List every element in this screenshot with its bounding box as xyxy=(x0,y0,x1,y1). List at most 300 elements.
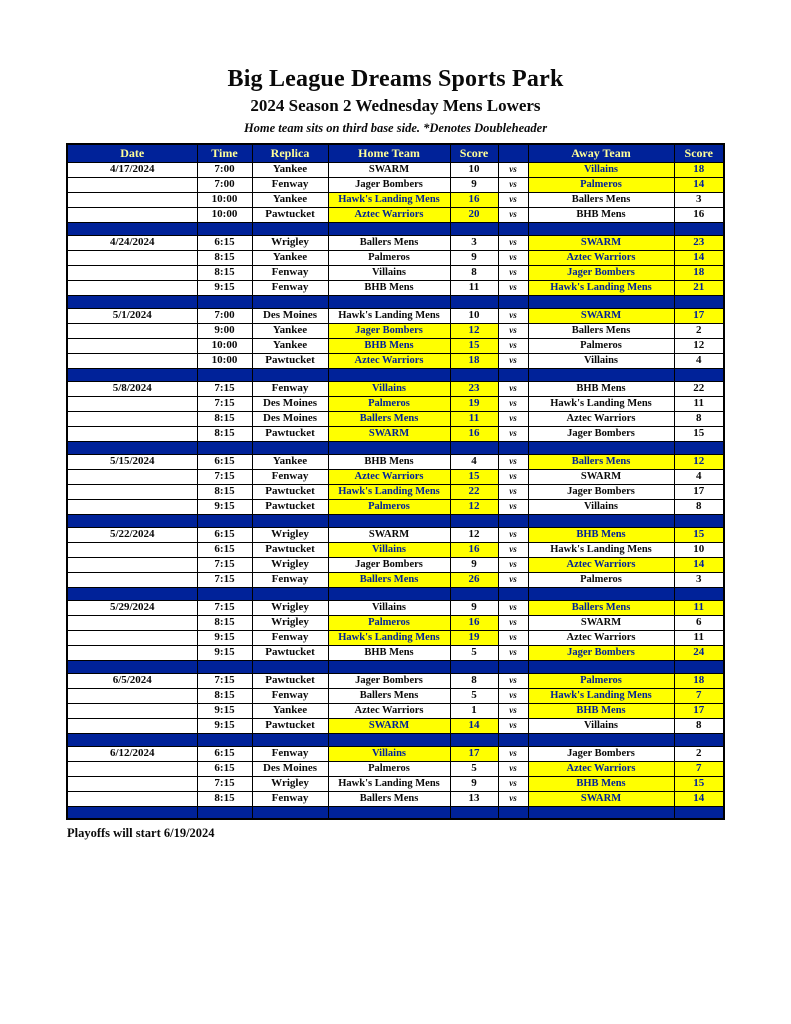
away-score-cell: 16 xyxy=(674,207,724,222)
away-team-cell: Jager Bombers xyxy=(528,426,674,441)
replica-cell: Fenway xyxy=(252,469,328,484)
time-cell: 9:15 xyxy=(197,630,252,645)
separator-cell xyxy=(674,222,724,235)
home-score-cell: 8 xyxy=(450,673,498,688)
separator-cell xyxy=(197,295,252,308)
time-cell: 7:15 xyxy=(197,600,252,615)
column-header-replica: Replica xyxy=(252,144,328,162)
home-team-cell: Palmeros xyxy=(328,761,450,776)
away-score-cell: 23 xyxy=(674,235,724,250)
separator-cell xyxy=(498,368,528,381)
vs-cell: vs xyxy=(498,177,528,192)
separator-cell xyxy=(528,295,674,308)
home-score-cell: 16 xyxy=(450,192,498,207)
column-header-date: Date xyxy=(67,144,197,162)
home-score-cell: 3 xyxy=(450,235,498,250)
home-score-cell: 9 xyxy=(450,557,498,572)
separator-cell xyxy=(450,368,498,381)
home-team-cell: Ballers Mens xyxy=(328,688,450,703)
game-row xyxy=(67,280,724,295)
separator-cell xyxy=(528,733,674,746)
replica-cell: Yankee xyxy=(252,323,328,338)
separator-cell xyxy=(674,806,724,819)
separator-cell xyxy=(328,587,450,600)
home-score-cell: 9 xyxy=(450,600,498,615)
game-row xyxy=(67,250,724,265)
replica-cell: Yankee xyxy=(252,192,328,207)
vs-cell: vs xyxy=(498,630,528,645)
home-score-cell: 15 xyxy=(450,338,498,353)
separator-cell xyxy=(252,514,328,527)
time-cell: 9:15 xyxy=(197,280,252,295)
replica-cell: Fenway xyxy=(252,746,328,761)
separator-cell xyxy=(450,514,498,527)
game-row xyxy=(67,527,724,542)
home-team-cell: SWARM xyxy=(328,718,450,733)
away-team-cell: BHB Mens xyxy=(528,776,674,791)
separator-cell xyxy=(498,514,528,527)
separator-cell xyxy=(328,733,450,746)
away-score-cell: 17 xyxy=(674,308,724,323)
game-row xyxy=(67,600,724,615)
home-score-cell: 12 xyxy=(450,499,498,514)
date-cell xyxy=(67,645,197,660)
date-cell xyxy=(67,280,197,295)
away-team-cell: Villains xyxy=(528,718,674,733)
replica-cell: Fenway xyxy=(252,630,328,645)
separator-cell xyxy=(197,587,252,600)
vs-cell: vs xyxy=(498,718,528,733)
home-score-cell: 9 xyxy=(450,250,498,265)
time-cell: 7:00 xyxy=(197,177,252,192)
away-score-cell: 14 xyxy=(674,557,724,572)
home-team-cell: Hawk's Landing Mens xyxy=(328,630,450,645)
home-team-cell: Villains xyxy=(328,381,450,396)
replica-cell: Fenway xyxy=(252,572,328,587)
away-score-cell: 8 xyxy=(674,411,724,426)
home-score-cell: 4 xyxy=(450,454,498,469)
game-row xyxy=(67,718,724,733)
separator-cell xyxy=(67,587,197,600)
game-row xyxy=(67,746,724,761)
away-team-cell: Jager Bombers xyxy=(528,265,674,280)
vs-cell: vs xyxy=(498,746,528,761)
home-team-cell: Jager Bombers xyxy=(328,557,450,572)
game-row xyxy=(67,615,724,630)
vs-cell: vs xyxy=(498,250,528,265)
away-score-cell: 22 xyxy=(674,381,724,396)
away-score-cell: 3 xyxy=(674,572,724,587)
date-cell xyxy=(67,688,197,703)
away-score-cell: 17 xyxy=(674,703,724,718)
vs-cell: vs xyxy=(498,454,528,469)
replica-cell: Pawtucket xyxy=(252,426,328,441)
replica-cell: Fenway xyxy=(252,381,328,396)
vs-cell: vs xyxy=(498,280,528,295)
replica-cell: Des Moines xyxy=(252,761,328,776)
home-team-cell: Hawk's Landing Mens xyxy=(328,776,450,791)
replica-cell: Wrigley xyxy=(252,600,328,615)
separator-cell xyxy=(498,660,528,673)
away-team-cell: Aztec Warriors xyxy=(528,250,674,265)
away-team-cell: Ballers Mens xyxy=(528,323,674,338)
replica-cell: Wrigley xyxy=(252,557,328,572)
week-separator-row xyxy=(67,514,724,527)
separator-cell xyxy=(328,368,450,381)
date-cell xyxy=(67,323,197,338)
separator-cell xyxy=(528,368,674,381)
date-cell xyxy=(67,207,197,222)
time-cell: 8:15 xyxy=(197,250,252,265)
away-score-cell: 18 xyxy=(674,162,724,177)
away-team-cell: Ballers Mens xyxy=(528,454,674,469)
replica-cell: Yankee xyxy=(252,338,328,353)
home-team-cell: BHB Mens xyxy=(328,280,450,295)
separator-cell xyxy=(197,368,252,381)
separator-cell xyxy=(197,733,252,746)
home-team-cell: Villains xyxy=(328,265,450,280)
home-score-cell: 18 xyxy=(450,353,498,368)
date-cell xyxy=(67,703,197,718)
date-cell: 5/1/2024 xyxy=(67,308,197,323)
time-cell: 7:15 xyxy=(197,572,252,587)
time-cell: 6:15 xyxy=(197,454,252,469)
vs-cell: vs xyxy=(498,615,528,630)
home-score-cell: 19 xyxy=(450,396,498,411)
away-team-cell: SWARM xyxy=(528,235,674,250)
home-team-cell: SWARM xyxy=(328,162,450,177)
vs-cell: vs xyxy=(498,645,528,660)
date-cell xyxy=(67,630,197,645)
separator-cell xyxy=(450,295,498,308)
vs-cell: vs xyxy=(498,527,528,542)
game-row xyxy=(67,308,724,323)
home-score-cell: 9 xyxy=(450,177,498,192)
game-row xyxy=(67,791,724,806)
date-cell xyxy=(67,761,197,776)
home-team-cell: Aztec Warriors xyxy=(328,469,450,484)
away-team-cell: Palmeros xyxy=(528,572,674,587)
time-cell: 8:15 xyxy=(197,484,252,499)
time-cell: 7:00 xyxy=(197,308,252,323)
home-team-cell: Aztec Warriors xyxy=(328,207,450,222)
vs-cell: vs xyxy=(498,323,528,338)
time-cell: 9:15 xyxy=(197,645,252,660)
home-score-cell: 5 xyxy=(450,645,498,660)
time-cell: 8:15 xyxy=(197,688,252,703)
date-cell xyxy=(67,469,197,484)
game-row xyxy=(67,323,724,338)
vs-cell: vs xyxy=(498,557,528,572)
home-team-cell: Aztec Warriors xyxy=(328,353,450,368)
away-score-cell: 17 xyxy=(674,484,724,499)
separator-cell xyxy=(67,295,197,308)
week-separator-row xyxy=(67,441,724,454)
replica-cell: Yankee xyxy=(252,703,328,718)
away-team-cell: BHB Mens xyxy=(528,527,674,542)
separator-cell xyxy=(450,441,498,454)
vs-cell: vs xyxy=(498,688,528,703)
separator-cell xyxy=(450,222,498,235)
time-cell: 7:15 xyxy=(197,469,252,484)
replica-cell: Wrigley xyxy=(252,615,328,630)
away-team-cell: Aztec Warriors xyxy=(528,411,674,426)
date-cell xyxy=(67,426,197,441)
away-score-cell: 24 xyxy=(674,645,724,660)
date-cell xyxy=(67,192,197,207)
away-score-cell: 8 xyxy=(674,499,724,514)
replica-cell: Fenway xyxy=(252,265,328,280)
separator-cell xyxy=(252,441,328,454)
week-separator-row xyxy=(67,660,724,673)
date-cell: 5/29/2024 xyxy=(67,600,197,615)
separator-cell xyxy=(528,514,674,527)
away-score-cell: 3 xyxy=(674,192,724,207)
home-score-cell: 17 xyxy=(450,746,498,761)
replica-cell: Fenway xyxy=(252,791,328,806)
away-team-cell: Palmeros xyxy=(528,177,674,192)
away-score-cell: 8 xyxy=(674,718,724,733)
home-team-cell: Ballers Mens xyxy=(328,791,450,806)
replica-cell: Pawtucket xyxy=(252,484,328,499)
replica-cell: Fenway xyxy=(252,688,328,703)
home-team-cell: Jager Bombers xyxy=(328,323,450,338)
separator-cell xyxy=(674,295,724,308)
vs-cell: vs xyxy=(498,499,528,514)
game-row xyxy=(67,645,724,660)
week-separator-row xyxy=(67,368,724,381)
game-row xyxy=(67,673,724,688)
separator-cell xyxy=(450,733,498,746)
home-score-cell: 15 xyxy=(450,469,498,484)
away-score-cell: 14 xyxy=(674,177,724,192)
time-cell: 8:15 xyxy=(197,265,252,280)
home-score-cell: 8 xyxy=(450,265,498,280)
home-team-cell: Palmeros xyxy=(328,250,450,265)
away-team-cell: SWARM xyxy=(528,469,674,484)
away-score-cell: 7 xyxy=(674,688,724,703)
away-score-cell: 11 xyxy=(674,630,724,645)
vs-cell: vs xyxy=(498,600,528,615)
replica-cell: Wrigley xyxy=(252,776,328,791)
away-team-cell: Aztec Warriors xyxy=(528,761,674,776)
home-team-cell: Aztec Warriors xyxy=(328,703,450,718)
time-cell: 8:15 xyxy=(197,791,252,806)
date-cell xyxy=(67,353,197,368)
separator-cell xyxy=(498,441,528,454)
date-cell: 6/12/2024 xyxy=(67,746,197,761)
date-cell: 6/5/2024 xyxy=(67,673,197,688)
page-title: Big League Dreams Sports Park xyxy=(227,66,564,92)
home-score-cell: 11 xyxy=(450,411,498,426)
separator-cell xyxy=(197,222,252,235)
away-score-cell: 4 xyxy=(674,353,724,368)
vs-cell: vs xyxy=(498,572,528,587)
date-cell xyxy=(67,499,197,514)
replica-cell: Pawtucket xyxy=(252,542,328,557)
home-score-cell: 22 xyxy=(450,484,498,499)
game-row xyxy=(67,265,724,280)
vs-cell: vs xyxy=(498,426,528,441)
date-cell xyxy=(67,177,197,192)
away-score-cell: 10 xyxy=(674,542,724,557)
separator-cell xyxy=(328,222,450,235)
vs-cell: vs xyxy=(498,338,528,353)
game-row xyxy=(67,572,724,587)
separator-cell xyxy=(67,222,197,235)
replica-cell: Wrigley xyxy=(252,527,328,542)
game-row xyxy=(67,557,724,572)
column-header-home-team: Home Team xyxy=(328,144,450,162)
time-cell: 10:00 xyxy=(197,338,252,353)
game-row xyxy=(67,162,724,177)
date-cell xyxy=(67,791,197,806)
game-row xyxy=(67,776,724,791)
vs-cell: vs xyxy=(498,353,528,368)
column-header-time: Time xyxy=(197,144,252,162)
week-separator-row xyxy=(67,587,724,600)
game-row xyxy=(67,235,724,250)
separator-cell xyxy=(498,587,528,600)
game-row xyxy=(67,499,724,514)
date-cell xyxy=(67,411,197,426)
away-team-cell: Ballers Mens xyxy=(528,192,674,207)
game-row xyxy=(67,426,724,441)
home-score-cell: 13 xyxy=(450,791,498,806)
separator-cell xyxy=(674,368,724,381)
time-cell: 10:00 xyxy=(197,353,252,368)
time-cell: 9:15 xyxy=(197,499,252,514)
date-cell: 5/15/2024 xyxy=(67,454,197,469)
home-team-cell: Hawk's Landing Mens xyxy=(328,192,450,207)
column-header-away-team: Away Team xyxy=(528,144,674,162)
vs-cell: vs xyxy=(498,207,528,222)
separator-cell xyxy=(197,806,252,819)
time-cell: 7:00 xyxy=(197,162,252,177)
away-score-cell: 4 xyxy=(674,469,724,484)
home-score-cell: 16 xyxy=(450,542,498,557)
vs-cell: vs xyxy=(498,673,528,688)
page-note: Home team sits on third base side. *Denotes Doubleheader xyxy=(243,121,548,135)
game-row xyxy=(67,396,724,411)
away-team-cell: BHB Mens xyxy=(528,207,674,222)
vs-cell: vs xyxy=(498,265,528,280)
vs-cell: vs xyxy=(498,703,528,718)
home-score-cell: 1 xyxy=(450,703,498,718)
home-score-cell: 10 xyxy=(450,162,498,177)
home-score-cell: 19 xyxy=(450,630,498,645)
replica-cell: Pawtucket xyxy=(252,353,328,368)
away-score-cell: 14 xyxy=(674,791,724,806)
date-cell xyxy=(67,776,197,791)
vs-cell: vs xyxy=(498,162,528,177)
time-cell: 10:00 xyxy=(197,207,252,222)
replica-cell: Pawtucket xyxy=(252,645,328,660)
schedule-table xyxy=(66,143,725,820)
away-score-cell: 14 xyxy=(674,250,724,265)
home-team-cell: Ballers Mens xyxy=(328,411,450,426)
vs-cell: vs xyxy=(498,411,528,426)
separator-cell xyxy=(498,806,528,819)
time-cell: 6:15 xyxy=(197,235,252,250)
separator-cell xyxy=(67,368,197,381)
vs-cell: vs xyxy=(498,761,528,776)
replica-cell: Fenway xyxy=(252,280,328,295)
time-cell: 7:15 xyxy=(197,396,252,411)
away-team-cell: Jager Bombers xyxy=(528,746,674,761)
away-score-cell: 15 xyxy=(674,776,724,791)
away-score-cell: 11 xyxy=(674,600,724,615)
game-row xyxy=(67,207,724,222)
home-team-cell: SWARM xyxy=(328,426,450,441)
away-team-cell: SWARM xyxy=(528,791,674,806)
home-team-cell: BHB Mens xyxy=(328,645,450,660)
date-cell xyxy=(67,338,197,353)
home-team-cell: Jager Bombers xyxy=(328,177,450,192)
replica-cell: Des Moines xyxy=(252,308,328,323)
separator-cell xyxy=(252,806,328,819)
away-team-cell: Aztec Warriors xyxy=(528,630,674,645)
vs-cell: vs xyxy=(498,396,528,411)
date-cell xyxy=(67,265,197,280)
time-cell: 7:15 xyxy=(197,673,252,688)
separator-cell xyxy=(67,660,197,673)
page-subtitle: 2024 Season 2 Wednesday Mens Lowers xyxy=(250,96,541,115)
away-score-cell: 12 xyxy=(674,454,724,469)
time-cell: 7:15 xyxy=(197,557,252,572)
date-cell xyxy=(67,557,197,572)
week-separator-row xyxy=(67,806,724,819)
separator-cell xyxy=(67,733,197,746)
separator-cell xyxy=(674,733,724,746)
home-score-cell: 12 xyxy=(450,323,498,338)
game-row xyxy=(67,542,724,557)
home-score-cell: 10 xyxy=(450,308,498,323)
replica-cell: Yankee xyxy=(252,162,328,177)
vs-cell: vs xyxy=(498,791,528,806)
away-score-cell: 15 xyxy=(674,426,724,441)
away-score-cell: 21 xyxy=(674,280,724,295)
time-cell: 6:15 xyxy=(197,761,252,776)
separator-cell xyxy=(328,806,450,819)
away-team-cell: Palmeros xyxy=(528,673,674,688)
separator-cell xyxy=(252,733,328,746)
replica-cell: Yankee xyxy=(252,250,328,265)
vs-cell: vs xyxy=(498,484,528,499)
time-cell: 7:15 xyxy=(197,381,252,396)
away-team-cell: Jager Bombers xyxy=(528,645,674,660)
home-score-cell: 9 xyxy=(450,776,498,791)
time-cell: 6:15 xyxy=(197,542,252,557)
date-cell: 5/8/2024 xyxy=(67,381,197,396)
home-team-cell: BHB Mens xyxy=(328,454,450,469)
separator-cell xyxy=(528,441,674,454)
time-cell: 8:15 xyxy=(197,411,252,426)
playoffs-note: Playoffs will start 6/19/2024 xyxy=(67,826,215,840)
home-team-cell: Ballers Mens xyxy=(328,572,450,587)
header-row xyxy=(67,144,724,162)
separator-cell xyxy=(450,660,498,673)
away-team-cell: Hawk's Landing Mens xyxy=(528,688,674,703)
separator-cell xyxy=(528,660,674,673)
home-team-cell: Hawk's Landing Mens xyxy=(328,484,450,499)
time-cell: 6:15 xyxy=(197,746,252,761)
home-score-cell: 23 xyxy=(450,381,498,396)
separator-cell xyxy=(498,295,528,308)
separator-cell xyxy=(328,295,450,308)
game-row xyxy=(67,177,724,192)
date-cell xyxy=(67,542,197,557)
